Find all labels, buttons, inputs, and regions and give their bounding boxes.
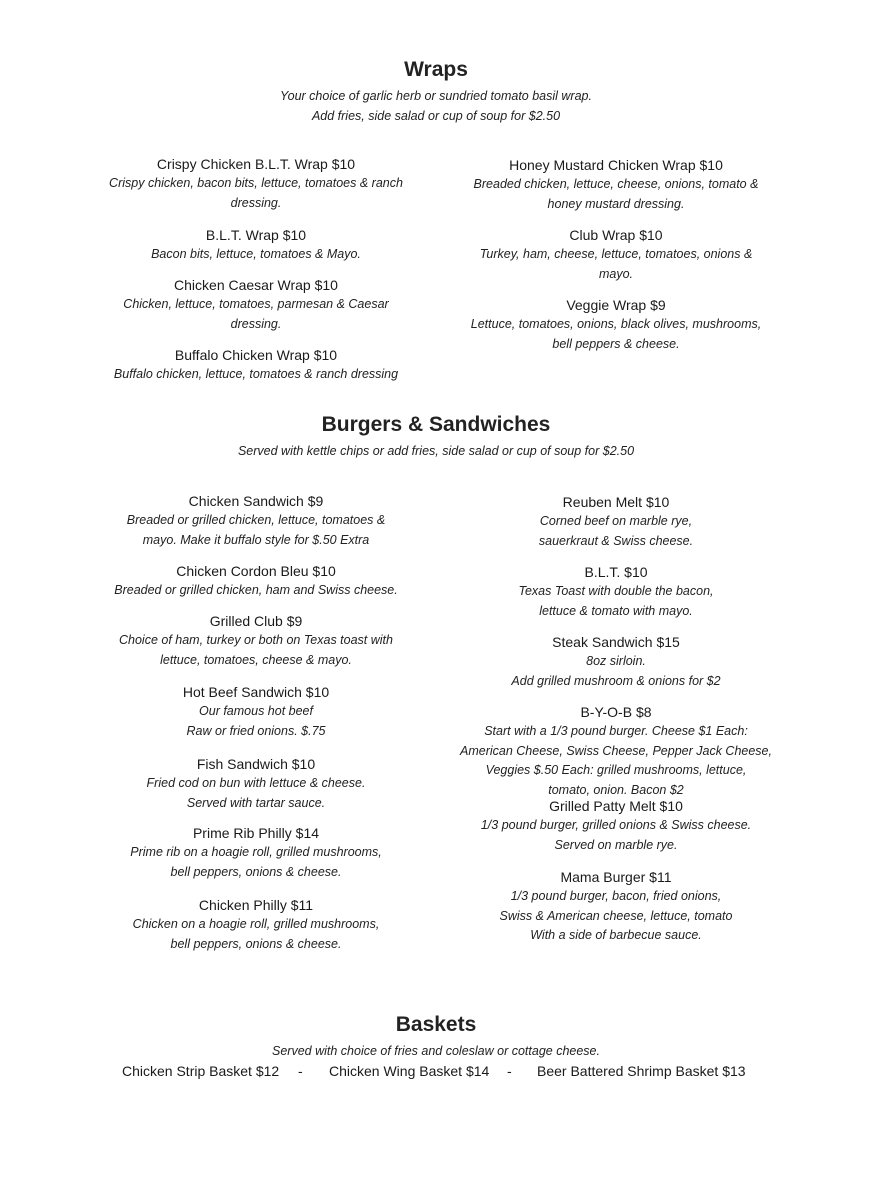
item-desc: tomato, onion. Bacon $2 xyxy=(548,782,684,797)
item-name: Grilled Patty Melt $10 xyxy=(549,798,683,814)
item-desc: Breaded or grilled chicken, lettuce, tomatoes & xyxy=(126,513,386,527)
burgers-subtitle: Served with kettle chips or add fries, side salad or cup of soup for $2.50 xyxy=(237,444,635,458)
menu-item xyxy=(451,493,781,551)
item-desc: Turkey, ham, cheese, lettuce, tomatoes, onions & xyxy=(479,247,753,261)
item-name: Chicken Caesar Wrap $10 xyxy=(174,277,338,293)
item-name: Chicken Cordon Bleu $10 xyxy=(176,563,336,579)
item-name: Reuben Melt $10 xyxy=(562,494,670,510)
item-desc: Bacon bits, lettuce, tomatoes & Mayo. xyxy=(151,247,361,261)
basket-separator: - xyxy=(507,1063,512,1079)
menu-item xyxy=(91,492,421,550)
item-desc: Lettuce, tomatoes, onions, black olives, mushrooms, xyxy=(470,317,762,331)
item-desc: 8oz sirloin. xyxy=(586,654,646,668)
item-name: Crispy Chicken B.L.T. Wrap $10 xyxy=(156,156,356,172)
item-name: Veggie Wrap $9 xyxy=(566,297,666,313)
burgers-title: Burgers & Sandwiches xyxy=(321,413,551,436)
item-name: Steak Sandwich $15 xyxy=(552,634,680,650)
menu-item xyxy=(451,563,781,621)
item-desc: 1/3 pound burger, bacon, fried onions, xyxy=(510,889,722,903)
item-desc: Breaded chicken, lettuce, cheese, onions, tomato & xyxy=(473,177,759,191)
item-desc: Fried cod on bun with lettuce & cheese. xyxy=(146,776,366,790)
item-desc: bell peppers, onions & cheese. xyxy=(170,936,342,951)
item-desc: honey mustard dressing. xyxy=(547,196,685,211)
menu-item xyxy=(91,346,421,385)
menu-item xyxy=(91,155,421,213)
item-name: Club Wrap $10 xyxy=(569,227,663,243)
item-name: Fish Sandwich $10 xyxy=(196,756,316,772)
item-desc: Prime rib on a hoagie roll, grilled mushrooms, xyxy=(130,845,382,859)
baskets-subtitle: Served with choice of fries and coleslaw or cottage cheese. xyxy=(272,1044,600,1058)
menu-item xyxy=(451,296,781,354)
item-name: B.L.T. Wrap $10 xyxy=(205,227,307,243)
item-desc: Breaded or grilled chicken, ham and Swiss cheese. xyxy=(114,583,398,597)
item-desc: bell peppers & cheese. xyxy=(552,336,680,351)
item-desc: Swiss & American cheese, lettuce, tomato xyxy=(499,908,733,923)
wraps-title: Wraps xyxy=(404,58,468,81)
item-desc: Raw or fried onions. $.75 xyxy=(186,723,326,738)
menu-item xyxy=(451,797,781,855)
item-name: Prime Rib Philly $14 xyxy=(192,825,320,841)
item-desc: sauerkraut & Swiss cheese. xyxy=(538,533,694,548)
item-desc: 1/3 pound burger, grilled onions & Swiss cheese. xyxy=(480,818,752,832)
item-desc: dressing. xyxy=(230,316,282,331)
item-name: Hot Beef Sandwich $10 xyxy=(182,684,330,700)
wraps-subtitle-line-1: Your choice of garlic herb or sundried tomato basil wrap. xyxy=(280,89,592,103)
menu-item xyxy=(91,276,421,334)
item-desc: bell peppers, onions & cheese. xyxy=(170,864,342,879)
item-desc: dressing. xyxy=(230,195,282,210)
menu-item xyxy=(451,868,781,946)
menu-item xyxy=(91,824,421,882)
menu-item xyxy=(91,562,421,601)
menu-item xyxy=(451,156,781,214)
item-name: Mama Burger $11 xyxy=(560,869,672,885)
basket-item-shrimp: Beer Battered Shrimp Basket $13 xyxy=(537,1063,746,1079)
item-desc: Choice of ham, turkey or both on Texas toast with xyxy=(119,633,393,647)
item-name: B.L.T. $10 xyxy=(584,564,648,580)
menu-item xyxy=(91,683,421,741)
item-desc: Chicken on a hoagie roll, grilled mushrooms, xyxy=(132,917,380,931)
item-desc: Veggies $.50 Each: grilled mushrooms, lettuce, xyxy=(485,763,747,777)
item-desc: mayo. xyxy=(598,266,634,281)
item-name: Chicken Philly $11 xyxy=(198,897,314,913)
menu-item xyxy=(91,755,421,813)
item-desc: Buffalo chicken, lettuce, tomatoes & ranch dressing xyxy=(113,367,399,381)
item-name: Honey Mustard Chicken Wrap $10 xyxy=(509,157,723,173)
item-desc: mayo. Make it buffalo style for $.50 Extra xyxy=(142,532,370,547)
menu-item xyxy=(91,896,421,954)
item-desc: American Cheese, Swiss Cheese, Pepper Jack Cheese, xyxy=(460,743,772,758)
item-desc: Crispy chicken, bacon bits, lettuce, tomatoes & ranch xyxy=(109,176,403,190)
item-desc: Texas Toast with double the bacon, xyxy=(518,584,714,598)
item-desc: Corned beef on marble rye, xyxy=(539,514,693,528)
item-desc: Start with a 1/3 pound burger. Cheese $1 Each: xyxy=(484,724,748,738)
basket-separator: - xyxy=(298,1063,303,1079)
menu-item xyxy=(451,226,781,284)
item-name: Chicken Sandwich $9 xyxy=(188,493,324,509)
basket-item-chicken-strip: Chicken Strip Basket $12 xyxy=(122,1063,280,1079)
item-name: Grilled Club $9 xyxy=(209,613,303,629)
menu-item xyxy=(91,612,421,670)
baskets-row xyxy=(0,1061,872,1081)
item-desc: lettuce & tomato with mayo. xyxy=(539,603,693,618)
item-desc: Chicken, lettuce, tomatoes, parmesan & Caesar xyxy=(123,297,389,311)
item-desc: Served on marble rye. xyxy=(554,837,678,852)
item-desc: Our famous hot beef xyxy=(199,704,313,718)
item-name: Buffalo Chicken Wrap $10 xyxy=(174,347,338,363)
menu-item xyxy=(91,226,421,265)
baskets-title: Baskets xyxy=(395,1013,477,1036)
item-desc: With a side of barbecue sauce. xyxy=(530,928,702,942)
item-desc: Served with tartar sauce. xyxy=(186,795,326,810)
menu-item xyxy=(451,633,781,691)
item-desc: lettuce, tomatoes, cheese & mayo. xyxy=(160,652,352,667)
basket-item-chicken-wing: Chicken Wing Basket $14 xyxy=(329,1063,490,1079)
menu-item xyxy=(451,703,781,800)
item-desc: Add grilled mushroom & onions for $2 xyxy=(511,673,721,688)
item-name: B-Y-O-B $8 xyxy=(580,704,652,720)
wraps-subtitle-line-2: Add fries, side salad or cup of soup for $2.50 xyxy=(311,109,561,123)
